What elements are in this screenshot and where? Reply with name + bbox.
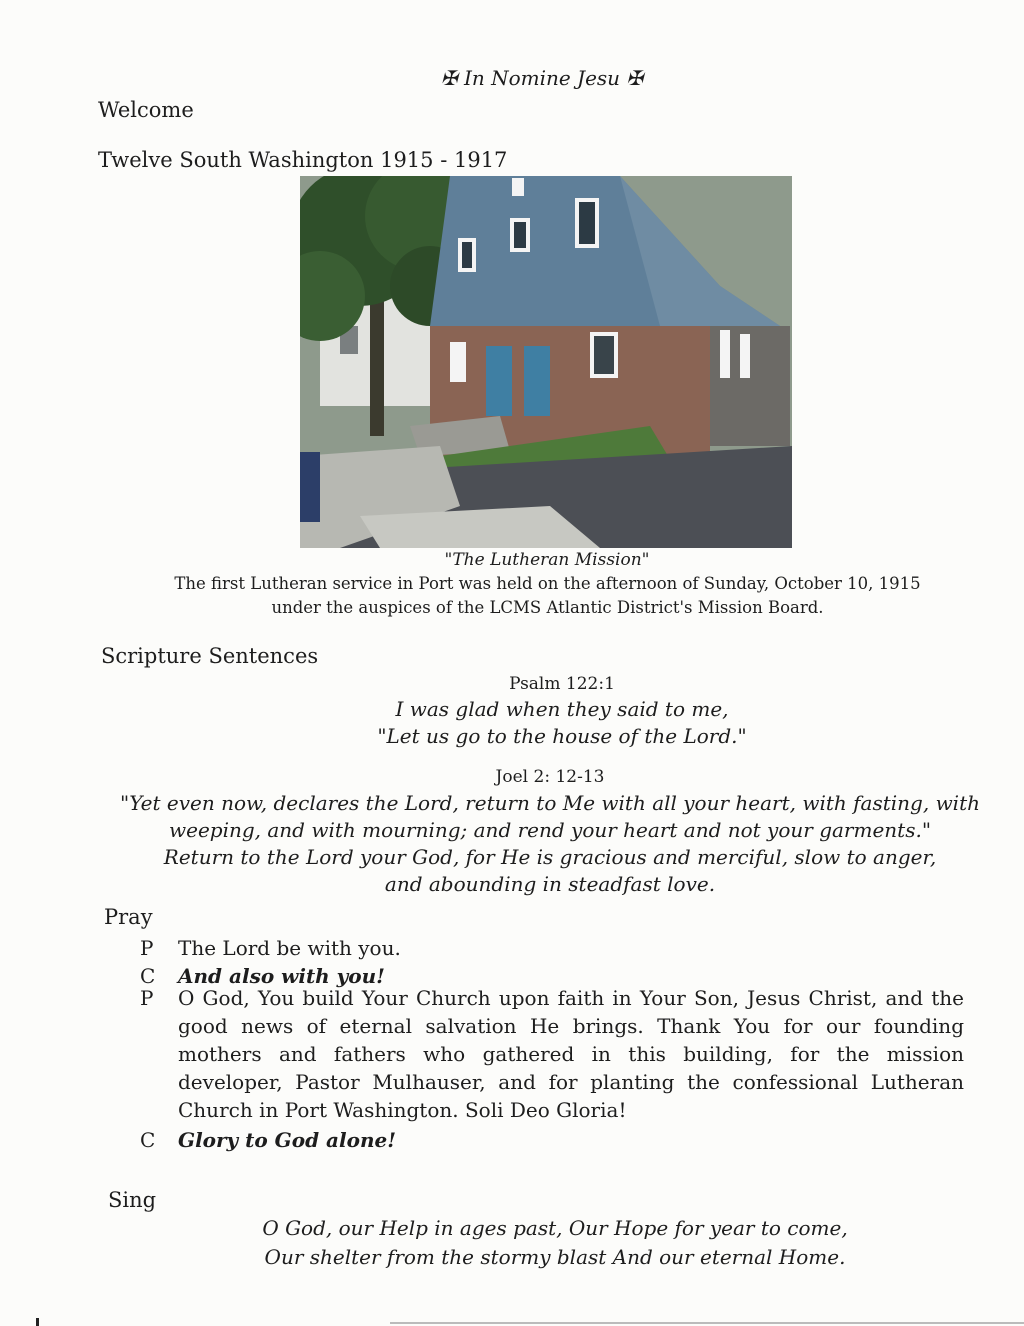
lutheran-mission-photo xyxy=(300,176,792,548)
prayer-line xyxy=(0,1126,1024,1154)
page-header-title: ✠ In Nomine Jesu ✠ xyxy=(440,66,644,90)
scripture-reference: Joel 2: 12-13 xyxy=(495,767,605,787)
scripture-line: I was glad when they said to me, xyxy=(395,697,729,721)
prayer-text: The Lord be with you. xyxy=(178,936,401,960)
hymn-line: O God, our Help in ages past, Our Hope for year to come, xyxy=(262,1216,848,1240)
prayer-line xyxy=(0,934,1024,962)
speaker-marker: C xyxy=(140,964,156,988)
hymn-verse xyxy=(250,1214,860,1272)
scripture-reference: Psalm 122:1 xyxy=(509,674,615,694)
speaker-marker: C xyxy=(140,1128,156,1152)
scripture-line: weeping, and with mourning; and rend your heart and not your garments." xyxy=(168,818,932,842)
history-note xyxy=(150,572,945,620)
pray-heading: Pray xyxy=(104,905,153,929)
scripture-line: and abounding in steadfast love. xyxy=(384,872,716,896)
prayer-response: Glory to God alone! xyxy=(178,1128,396,1152)
prayer-line xyxy=(0,984,1024,1126)
building-title: Twelve South Washington 1915 - 1917 xyxy=(98,148,508,172)
scripture-line: Return to the Lord your God, for He is gracious and merciful, slow to anger, xyxy=(163,845,937,869)
speaker-marker: P xyxy=(140,936,154,960)
sing-heading: Sing xyxy=(108,1188,157,1212)
hymn-line: Our shelter from the stormy blast And our eternal Home. xyxy=(264,1245,846,1269)
history-line: The first Lutheran service in Port was held on the afternoon of Sunday, October 10, 1915 xyxy=(174,574,921,593)
scripture-line: "Let us go to the house of the Lord." xyxy=(377,724,747,748)
history-line: under the auspices of the LCMS Atlantic District's Mission Board. xyxy=(271,598,824,617)
scan-edge-mark xyxy=(36,1318,39,1326)
photo-caption: "The Lutheran Mission" xyxy=(444,550,650,570)
scripture-line: "Yet even now, declares the Lord, return to Me with all your heart, with fasting, with xyxy=(120,791,980,815)
scan-edge-line xyxy=(390,1322,1024,1324)
prayer-response: And also with you! xyxy=(178,964,385,988)
welcome-heading: Welcome xyxy=(98,98,194,122)
scripture-passage xyxy=(0,672,1024,750)
scripture-heading: Scripture Sentences xyxy=(101,644,319,668)
scripture-passage xyxy=(0,764,1024,898)
speaker-marker: P xyxy=(140,986,154,1010)
prayer-text: O God, You build Your Church upon faith in Your Son, Jesus Christ, and the good news of eternal salvation He brings. Thank You for our founding mothers and fathers who gathered in this building, for the mission developer, Pastor Mulhauser, and for planting the confessional Lutheran Church in Port Washington. Soli Deo Gloria! xyxy=(178,986,964,1122)
